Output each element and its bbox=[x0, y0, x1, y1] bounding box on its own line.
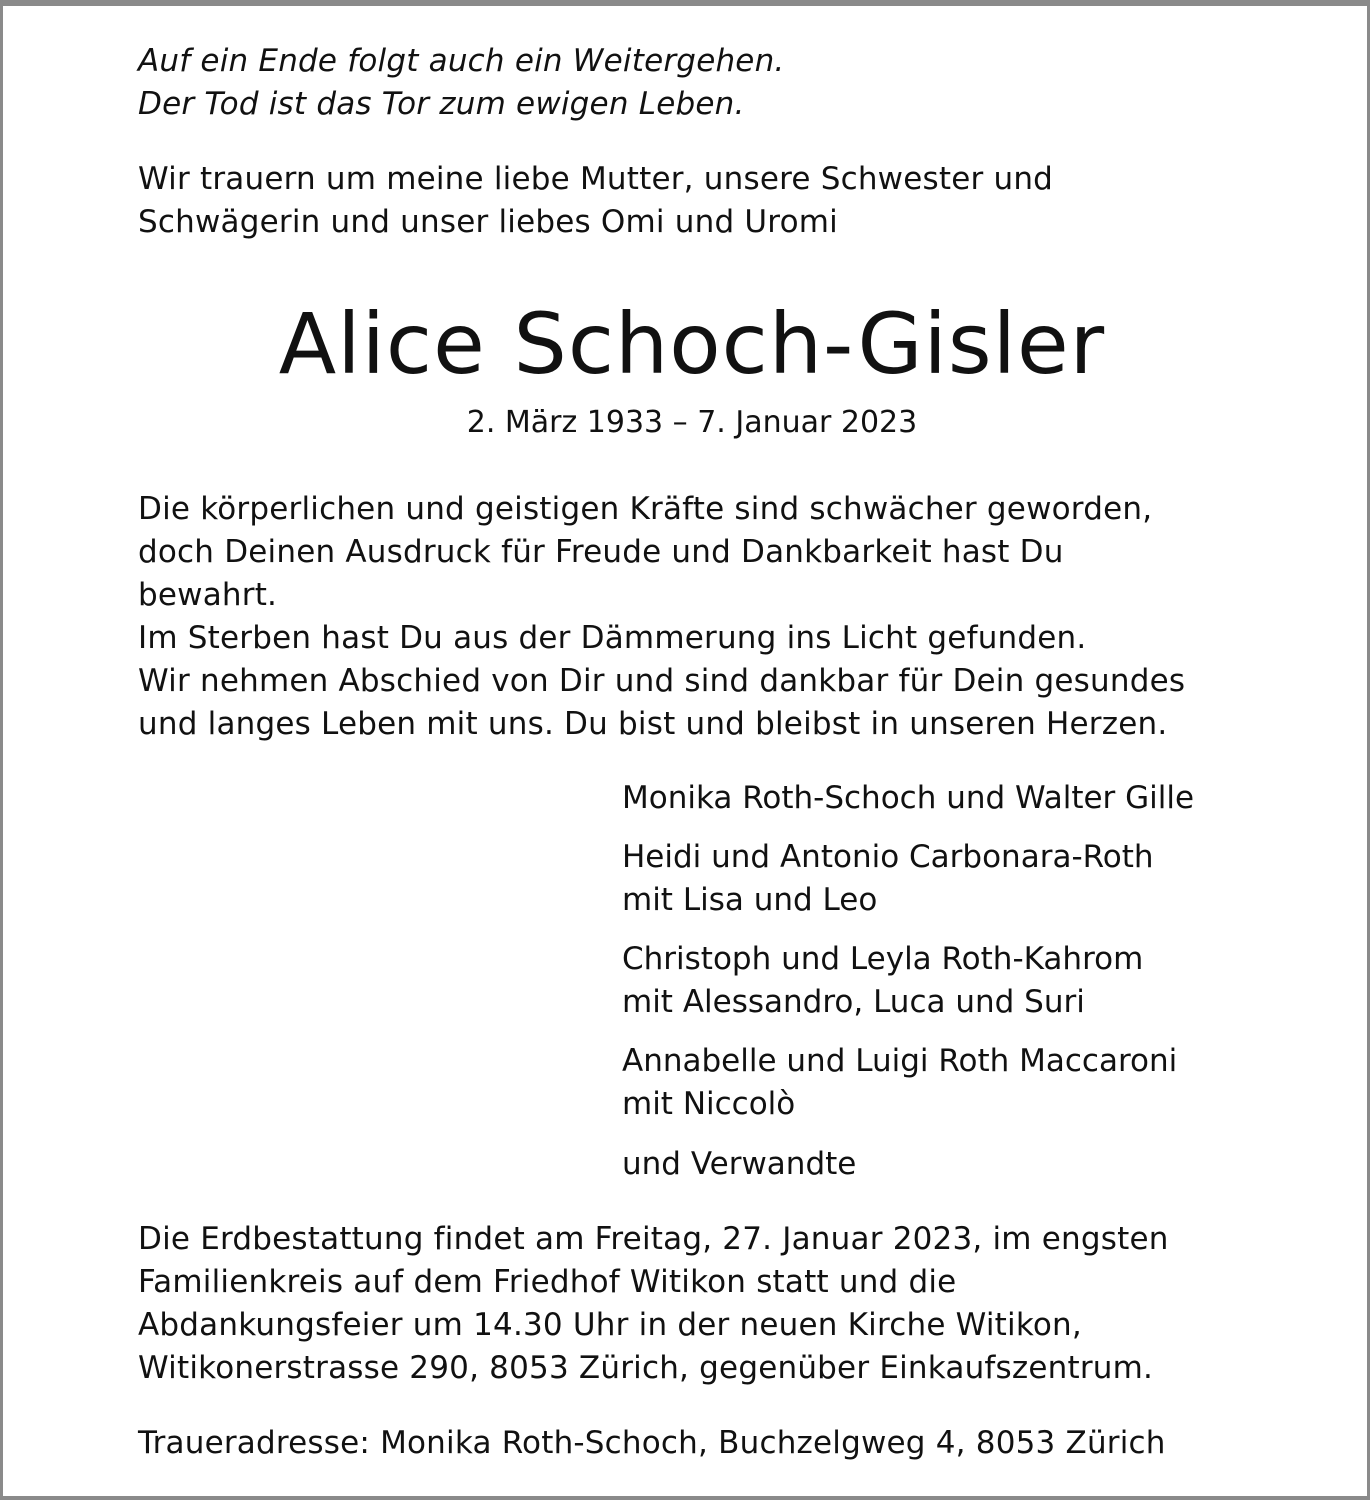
deceased-name: Alice Schoch-Gisler bbox=[278, 295, 1106, 393]
intro-line: Schwägerin und unser liebes Omi und Uromi bbox=[138, 204, 838, 240]
motto-line: Auf ein Ende folgt auch ein Weitergehen. bbox=[138, 43, 785, 79]
life-dates: 2. März 1933 – 7. Januar 2023 bbox=[466, 405, 918, 440]
mourner-line: Heidi und Antonio Carbonara-Roth bbox=[622, 839, 1154, 875]
motto bbox=[138, 40, 784, 126]
tribute-line: Wir nehmen Abschied von Dir und sind dankbar für Dein gesundes bbox=[138, 663, 1186, 699]
mourner-group bbox=[622, 938, 1143, 1024]
mourner-line: und Verwandte bbox=[622, 1146, 857, 1182]
mourner-group bbox=[622, 836, 1154, 922]
tribute-text bbox=[138, 488, 1185, 746]
tribute-line: und langes Leben mit uns. Du bist und bleibst in unseren Herzen. bbox=[138, 706, 1168, 742]
intro-line: Wir trauern um meine liebe Mutter, unsere Schwester und bbox=[138, 161, 1054, 197]
intro-text bbox=[138, 158, 1053, 244]
funeral-line: Familienkreis auf dem Friedhof Witikon statt und die bbox=[138, 1264, 957, 1300]
mourner-line: mit Niccolò bbox=[622, 1086, 796, 1122]
tribute-line: doch Deinen Ausdruck für Freude und Dankbarkeit hast Du bbox=[138, 534, 1064, 570]
mourner-line: mit Lisa und Leo bbox=[622, 882, 878, 918]
mourner-line: mit Alessandro, Luca und Suri bbox=[622, 984, 1085, 1020]
funeral-details bbox=[138, 1218, 1169, 1390]
mourner-group bbox=[622, 1143, 856, 1186]
funeral-line: Witikonerstrasse 290, 8053 Zürich, gegenüber Einkaufszentrum. bbox=[138, 1350, 1154, 1386]
tribute-line: bewahrt. bbox=[138, 577, 278, 613]
tribute-line: Im Sterben hast Du aus der Dämmerung ins Licht gefunden. bbox=[138, 620, 1087, 656]
mourner-line: Annabelle und Luigi Roth Maccaroni bbox=[622, 1043, 1178, 1079]
funeral-line: Abdankungsfeier um 14.30 Uhr in der neuen Kirche Witikon, bbox=[138, 1307, 1082, 1343]
mourner-group bbox=[622, 777, 1194, 820]
tribute-line: Die körperlichen und geistigen Kräfte sind schwächer geworden, bbox=[138, 491, 1153, 527]
funeral-line: Die Erdbestattung findet am Freitag, 27. Januar 2023, im engsten bbox=[138, 1221, 1169, 1257]
mourning-address: Traueradresse: Monika Roth-Schoch, Buchzelgweg 4, 8053 Zürich bbox=[138, 1425, 1166, 1461]
mourner-line: Christoph und Leyla Roth-Kahrom bbox=[622, 941, 1144, 977]
mourner-line: Monika Roth-Schoch und Walter Gille bbox=[622, 780, 1195, 816]
motto-line: Der Tod ist das Tor zum ewigen Leben. bbox=[138, 86, 745, 122]
mourner-group bbox=[622, 1040, 1177, 1126]
